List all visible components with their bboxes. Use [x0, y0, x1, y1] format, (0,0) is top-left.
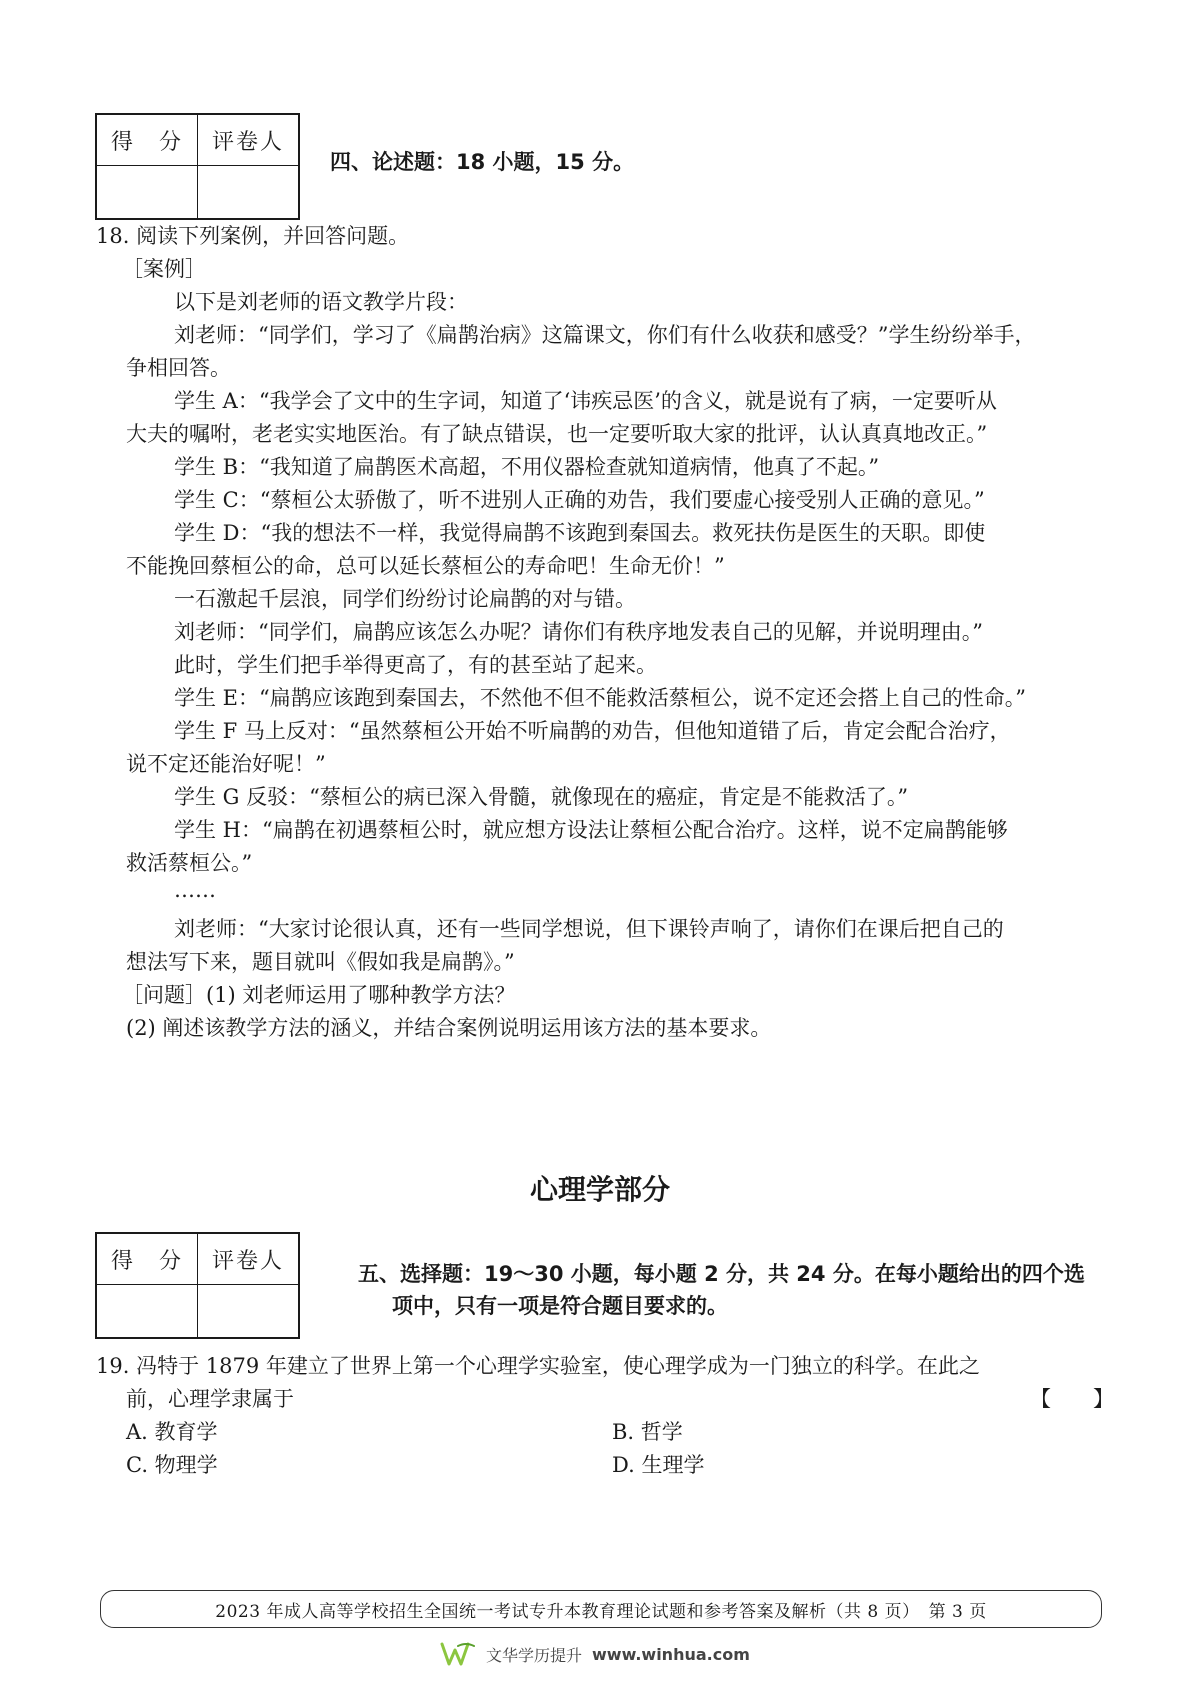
case-line-13: 学生 E：“扁鹊应该跑到秦国去，不然他不但不能救活蔡桓公，说不定还会搭上自己的性命。” — [174, 686, 1026, 710]
q18-stem: 18. 阅读下列案例，并回答问题。 — [96, 224, 410, 248]
grader-header: 评卷人 — [198, 1233, 300, 1285]
case-line-2: 刘老师：“同学们，学习了《扁鹊治病》这篇课文，你们有什么收获和感受？”学生纷纷举手， — [174, 323, 1036, 347]
q19-stem-line1: 19. 冯特于 1879 年建立了世界上第一个心理学实验室，使心理学成为一门独立的科学。在此之 — [96, 1354, 980, 1378]
case-line-19: …… — [174, 878, 216, 902]
case-line-12: 此时，学生们把手举得更高了，有的甚至站了起来。 — [174, 653, 657, 677]
case-line-14: 学生 F 马上反对：“虽然蔡桓公开始不听扁鹊的劝告，但他知道错了后，肯定会配合治疗， — [174, 719, 1011, 743]
case-line-20: 刘老师：“大家讨论很认真，还有一些同学想说，但下课铃声响了，请你们在课后把自己的 — [174, 917, 1004, 941]
option-d[interactable]: D. 生理学 — [612, 1453, 705, 1477]
case-line-4: 学生 A：“我学会了文中的生字词，知道了‘讳疾忌医’的含义，就是说有了病，一定要听从 — [174, 389, 997, 413]
score-header: 得 分 — [96, 1233, 198, 1285]
case-line-15: 说不定还能治好呢！” — [126, 752, 326, 776]
case-line-10: 一石激起千层浪，同学们纷纷讨论扁鹊的对与错。 — [174, 587, 636, 611]
option-a[interactable]: A. 教育学 — [126, 1420, 218, 1444]
case-line-18: 救活蔡桓公。” — [126, 851, 253, 875]
case-line-9: 不能挽回蔡桓公的命，总可以延长蔡桓公的寿命吧！生命无价！” — [126, 554, 725, 578]
question-tag: ［问题］ — [122, 983, 206, 1007]
question-line-1 — [122, 979, 515, 1009]
winhua-logo-icon — [440, 1640, 476, 1668]
grader-cell[interactable] — [198, 166, 300, 220]
case-line-21: 想法写下来，题目就叫《假如我是扁鹊》。” — [126, 950, 515, 974]
brand-watermark — [440, 1640, 750, 1668]
case-line-8: 学生 D：“我的想法不一样，我觉得扁鹊不该跑到秦国去。救死扶伤是医生的天职。即使 — [174, 521, 986, 545]
case-line-3: 争相回答。 — [126, 356, 231, 380]
page-footer — [100, 1590, 1102, 1628]
score-cell[interactable] — [96, 166, 198, 220]
grader-header: 评卷人 — [198, 114, 300, 166]
brand-name: 文华学历提升 — [486, 1645, 583, 1665]
part-title: 心理学部分 — [529, 1173, 670, 1206]
case-tag: ［案例］ — [122, 257, 206, 281]
score-cell[interactable] — [96, 1285, 198, 1339]
section5-heading-line2: 项中，只有一项是符合题目要求的。 — [392, 1294, 728, 1318]
case-line-7: 学生 C：“蔡桓公太骄傲了，听不进别人正确的劝告，我们要虚心接受别人正确的意见。” — [174, 488, 985, 512]
score-table-section4 — [95, 113, 300, 220]
case-line-16: 学生 G 反驳：“蔡桓公的病已深入骨髓，就像现在的癌症，肯定是不能救活了。” — [174, 785, 909, 809]
brand-url[interactable]: www.winhua.com — [592, 1644, 750, 1664]
footer-text: 2023 年成人高等学校招生全国统一考试专升本教育理论试题和参考答案及解析（共 8 页） 第 3 页 — [215, 1601, 987, 1622]
option-c[interactable]: C. 物理学 — [126, 1453, 218, 1477]
q19-stem-line2: 前，心理学隶属于 — [126, 1387, 294, 1411]
option-b[interactable]: B. 哲学 — [612, 1420, 683, 1444]
question-2: (2) 阐述该教学方法的涵义，并结合案例说明运用该方法的基本要求。 — [126, 1016, 772, 1040]
question-1: (1) 刘老师运用了哪种教学方法？ — [206, 983, 516, 1007]
grader-cell[interactable] — [198, 1285, 300, 1339]
score-table-section5 — [95, 1232, 300, 1339]
score-header: 得 分 — [96, 114, 198, 166]
case-line-17: 学生 H：“扁鹊在初遇蔡桓公时，就应想方设法让蔡桓公配合治疗。这样，说不定扁鹊能够 — [174, 818, 1008, 842]
section4-heading: 四、论述题：18 小题，15 分。 — [330, 150, 635, 174]
case-line-6: 学生 B：“我知道了扁鹊医术高超，不用仪器检查就知道病情，他真了不起。” — [174, 455, 880, 479]
case-line-1: 以下是刘老师的语文教学片段： — [174, 290, 468, 314]
case-line-11: 刘老师：“同学们，扁鹊应该怎么办呢？请你们有秩序地发表自己的见解，并说明理由。” — [174, 620, 983, 644]
case-line-5: 大夫的嘱咐，老老实实地医治。有了缺点错误，也一定要听取大家的批评，认认真真地改正。” — [126, 422, 988, 446]
section5-heading-line1: 五、选择题：19～30 小题，每小题 2 分，共 24 分。在每小题给出的四个选 — [358, 1262, 1085, 1286]
answer-bracket[interactable]: 【 】 — [1030, 1387, 1114, 1411]
